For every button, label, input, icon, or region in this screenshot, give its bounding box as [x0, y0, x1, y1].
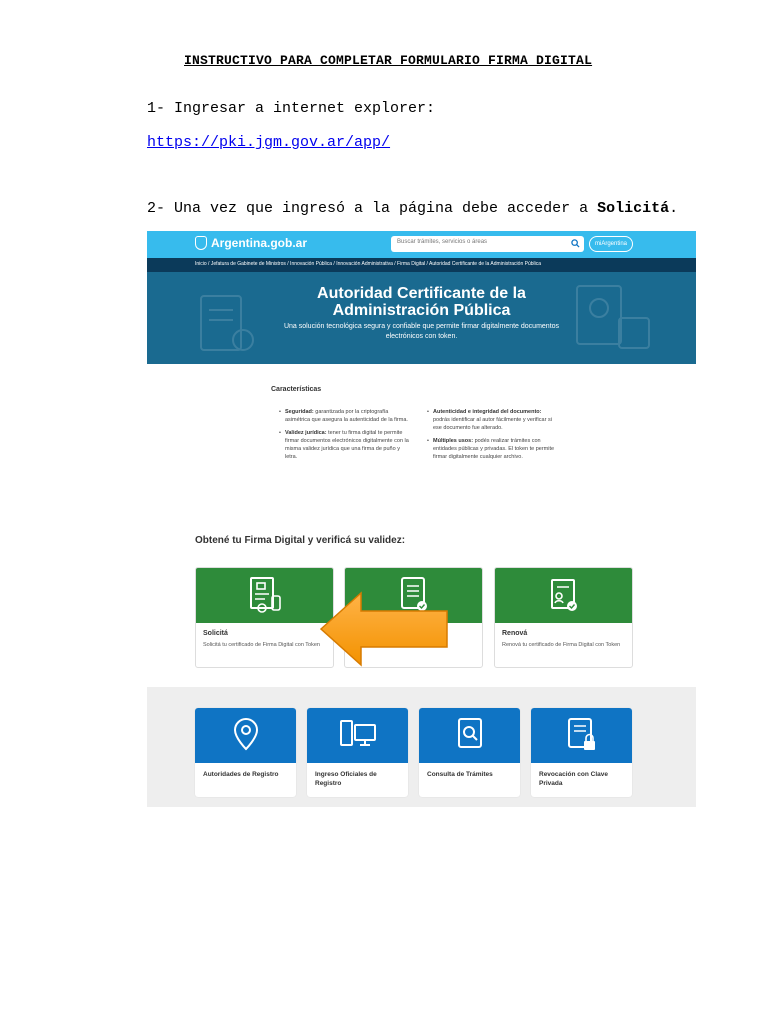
site-header: [147, 231, 696, 258]
orange-arrow-icon: [319, 591, 449, 667]
step-2-suffix: .: [669, 200, 679, 217]
hero-title-line-1: Autoridad Certificante de la: [317, 285, 526, 302]
feature-item: [427, 437, 555, 461]
features-title: Características: [271, 386, 322, 393]
card-band: [196, 568, 333, 623]
card-title: Solicitá: [203, 630, 228, 637]
step-2-bold: Solicitá: [597, 200, 670, 217]
step-1-text: 1- Ingresar a internet explorer:: [147, 100, 436, 117]
feature-label: Autenticidad e integridad del documento:: [433, 409, 542, 415]
logo-text: Argentina.gob.ar: [211, 236, 308, 250]
hero-subtitle: Una solución tecnológica segura y confiable que permite firmar digitalmente documentos electrónicos con token.: [283, 323, 560, 340]
hero-banner: [147, 272, 696, 364]
card-autoridades-registro[interactable]: [195, 708, 296, 797]
embedded-screenshot: [147, 231, 696, 807]
features-left-list: [279, 408, 411, 466]
mi-argentina-button[interactable]: miArgentina: [589, 236, 633, 252]
location-pin-icon: [231, 717, 261, 751]
document-title: INSTRUCTIVO PARA COMPLETAR FORMULARIO FIRMA DIGITAL: [184, 53, 593, 68]
card-band: [495, 568, 632, 623]
feature-item: [279, 408, 411, 424]
search-input[interactable]: [391, 236, 584, 252]
breadcrumb: [147, 258, 696, 272]
step-2-prefix: 2- Una vez que ingresó a la página debe acceder a: [147, 200, 598, 217]
card-band: [307, 708, 408, 763]
card-ingreso-oficiales[interactable]: [307, 708, 408, 797]
breadcrumb-text[interactable]: Inicio / Jefatura de Gabinete de Ministros / Innovación Pública / Innovación Administrativa / Firma Digital / Autoridad Certificante de la Administración Pública: [195, 261, 542, 267]
card-title: Consulta de Trámites: [427, 771, 493, 778]
card-band: [195, 708, 296, 763]
card-band: [531, 708, 632, 763]
search-icon[interactable]: [571, 239, 580, 248]
document-lock-icon: [565, 717, 599, 753]
hero-title-line-2: Administración Pública: [332, 302, 511, 319]
features-right-list: [427, 408, 555, 466]
feature-label: Seguridad:: [285, 409, 314, 415]
step-2-text: [147, 200, 678, 217]
card-title: Revocación con Clave Privada: [539, 771, 608, 787]
computer-icon: [338, 717, 378, 751]
feature-text: garantizada por la criptografía asimétrica que asegura la autenticidad de la firma.: [285, 409, 408, 423]
document-search-icon: [455, 717, 485, 751]
feature-label: Validez jurídica:: [285, 430, 327, 436]
card-band: [419, 708, 520, 763]
card-renova[interactable]: [494, 567, 633, 668]
certificate-renew-icon: [546, 574, 582, 616]
pki-link[interactable]: https://pki.jgm.gov.ar/app/: [147, 134, 391, 151]
hero-title: [147, 285, 696, 319]
obtain-section-title: Obtené tu Firma Digital y verificá su validez:: [195, 535, 406, 546]
card-consulta-tramites[interactable]: [419, 708, 520, 797]
feature-text: tener tu firma digital te permite firmar documentos electrónicos digitalmente con la misma validez jurídica que una firma de puño y letra.: [285, 430, 409, 460]
feature-label: Múltiples usos:: [433, 438, 474, 444]
feature-text: podrás identificar al autor fácilmente y verificar si ese documento fue alterado.: [433, 417, 552, 431]
search-placeholder: Buscar trámites, servicios o áreas: [397, 239, 488, 245]
site-logo[interactable]: [195, 236, 307, 250]
certificate-token-icon: [247, 574, 283, 616]
feature-text: podés realizar trámites con entidades públicas y privadas. El token te permite firmar digitalmente cualquier archivo.: [433, 438, 555, 460]
card-revocacion[interactable]: [531, 708, 632, 797]
card-solicita[interactable]: [195, 567, 334, 668]
feature-item: [279, 429, 411, 461]
feature-item: [427, 408, 555, 432]
argentina-shield-icon: [195, 236, 207, 250]
card-description: Solicitá tu certificado de Firma Digital con Token: [203, 642, 320, 648]
card-title: Renová: [502, 630, 528, 637]
card-title: Autoridades de Registro: [203, 771, 279, 778]
card-title: Ingreso Oficiales de Registro: [315, 771, 377, 787]
card-description: Renová tu certificado de Firma Digital con Token: [502, 642, 621, 648]
